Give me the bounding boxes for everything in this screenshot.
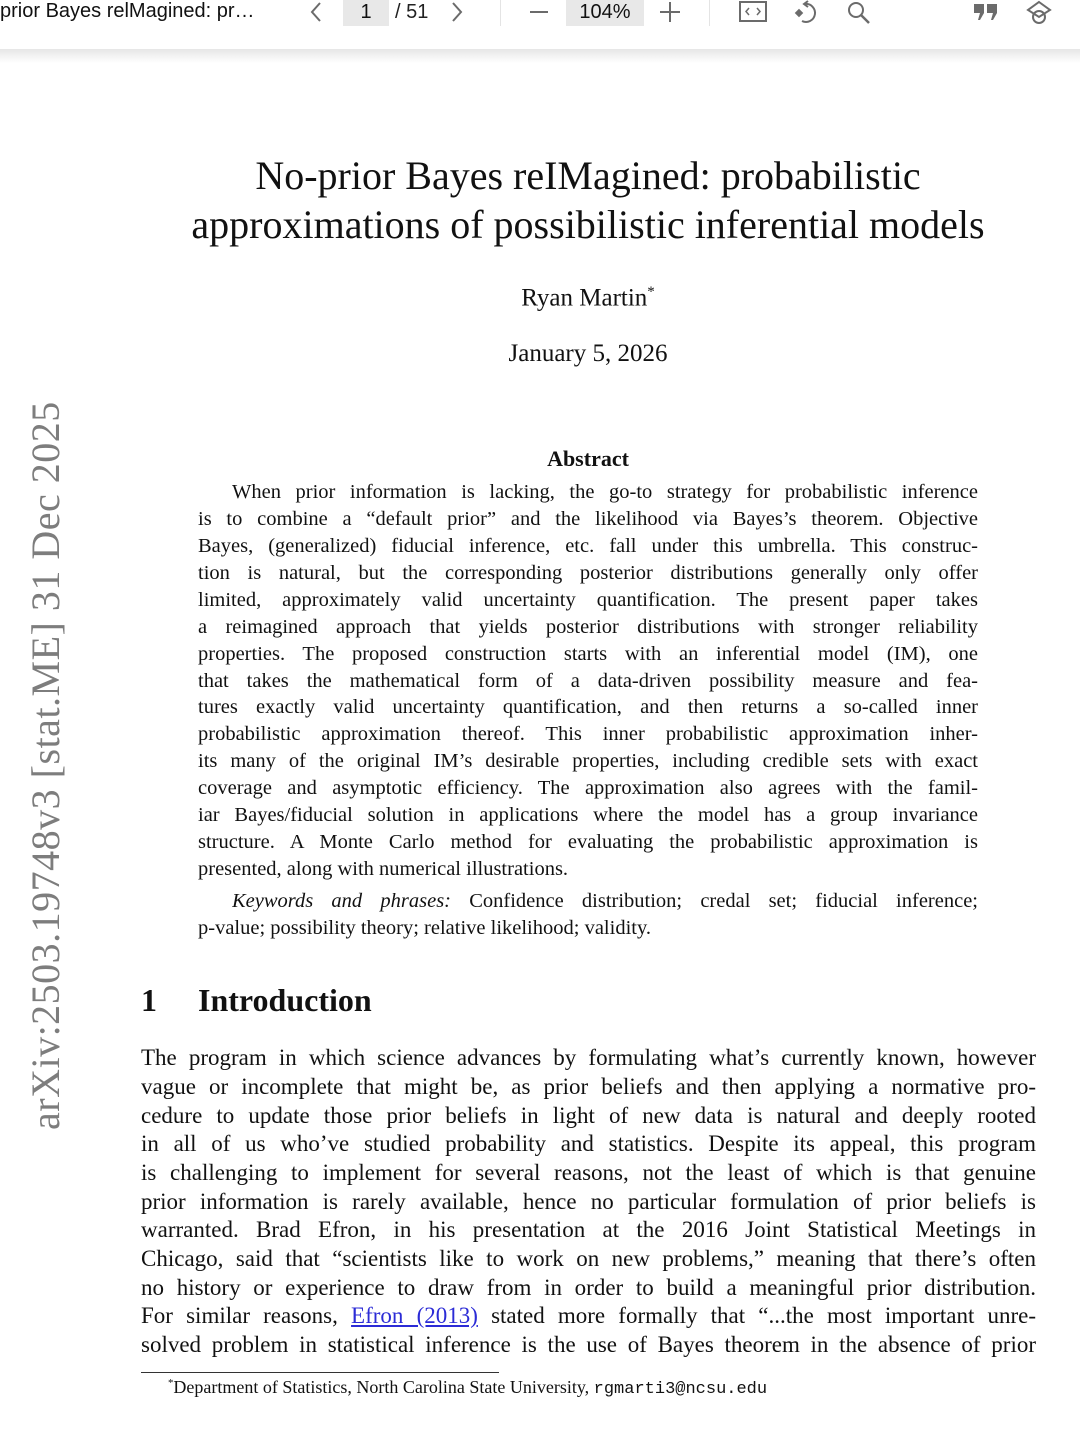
- abstract-line: probabilistic approximation thereof. This inner probabilistic approximation inher-: [198, 723, 978, 745]
- footnote-mark: *: [168, 1377, 174, 1389]
- abstract-line: coverage and asymptotic efficiency. The approximation also agrees with the famil-: [198, 777, 978, 799]
- author: [0, 284, 1080, 312]
- search-button[interactable]: [846, 0, 872, 31]
- section-heading-introduction: [141, 982, 372, 1019]
- intro-line: [141, 1303, 1036, 1333]
- intro-line: in all of us who’ve studied probability and statistics. Despite its appeal, this program: [141, 1131, 1036, 1156]
- extra-tool-button[interactable]: [1025, 0, 1053, 31]
- intro-line: Chicago, said that “scientists like to work on new problems,” meaning that there’s often: [141, 1246, 1036, 1271]
- keywords-text: Confidence distribution; credal set; fiducial inference;: [469, 890, 978, 912]
- intro-text: For similar reasons,: [141, 1303, 338, 1328]
- rotate-icon: [793, 0, 821, 26]
- arxiv-stamp: arXiv:2503.19748v3 [stat.ME] 31 Dec 2025: [23, 401, 68, 1130]
- abstract-line: structure. A Monte Carlo method for evaluating the probabilistic approximation is: [198, 831, 978, 853]
- fit-width-icon: [738, 0, 768, 24]
- abstract-line: Bayes, (generalized) fiducial inference, etc. fall under this umbrella. This construc-: [198, 535, 978, 557]
- abstract-line: tion is natural, but the corresponding posterior distributions generally only offer: [198, 562, 978, 584]
- fit-page-button[interactable]: [738, 0, 768, 29]
- keywords-label: Keywords and phrases:: [232, 890, 451, 912]
- graduation-cap-icon: [1025, 0, 1053, 26]
- zoom-level-field[interactable]: 104%: [566, 0, 644, 26]
- footnote: [168, 1377, 767, 1399]
- page-total: / 51: [395, 1, 429, 23]
- zoom-out-button[interactable]: [527, 0, 551, 29]
- paper-date: January 5, 2026: [508, 340, 668, 367]
- citation-link-efron-2013[interactable]: Efron (2013): [351, 1303, 478, 1328]
- abstract-line: presented, along with numerical illustrations.: [198, 858, 569, 880]
- intro-line: prior information is rarely available, hence no particular formulation of prior beliefs is: [141, 1189, 1036, 1214]
- intro-line: is challenging to implement for several reasons, not the least of which is that genuine: [141, 1160, 1036, 1185]
- paper-title-line-1: No-prior Bayes reIMagined: probabilistic: [255, 153, 921, 198]
- rotate-button[interactable]: [793, 0, 821, 31]
- intro-text: stated more formally that “...the most important unre-: [491, 1303, 1036, 1328]
- toolbar-divider: [709, 0, 710, 26]
- author-footnote-mark[interactable]: *: [647, 284, 655, 300]
- intro-line: no history or experience to draw from in order to build a meaningful prior distribution.: [141, 1275, 1036, 1300]
- abstract-heading: Abstract: [547, 446, 629, 471]
- minus-icon: [527, 0, 551, 24]
- intro-line: warranted. Brad Efron, in his presentation at the 2016 Joint Statistical Meetings in: [141, 1217, 1036, 1242]
- search-icon: [846, 0, 872, 26]
- abstract-line: that takes the mathematical form of a data-driven possibility measure and fea-: [198, 670, 978, 692]
- abstract-line: is to combine a “default prior” and the likelihood via Bayes’s theorem. Objective: [198, 508, 978, 530]
- abstract-line: limited, approximately valid uncertainty quantification. The present paper takes: [198, 589, 978, 611]
- keywords-line: [232, 890, 978, 920]
- document-title: prior Bayes relMagined: pr…: [0, 0, 255, 22]
- abstract-line: a reimagined approach that yields posterior distributions with stronger reliability: [198, 616, 978, 638]
- intro-line: The program in which science advances by formulating what’s currently known, however: [141, 1045, 1036, 1070]
- page-number-input[interactable]: 1: [343, 0, 389, 26]
- footnote-email[interactable]: rgmarti3@ncsu.edu: [593, 1380, 768, 1399]
- intro-line: solved problem in statistical inference is the use of Bayes theorem in the absence of prior: [141, 1332, 1036, 1357]
- chevron-left-icon: [306, 0, 326, 24]
- paper-title-line-2: approximations of possibilistic inferential models: [191, 202, 985, 247]
- keywords-line-2: p-value; possibility theory; relative likelihood; validity.: [198, 917, 652, 939]
- footnote-affiliation: Department of Statistics, North Carolina State University,: [173, 1377, 590, 1397]
- section-number: 1: [141, 982, 157, 1018]
- toolbar-shadow: [0, 49, 1080, 63]
- prev-page-button[interactable]: [306, 0, 326, 29]
- abstract-line: When prior information is lacking, the go-to strategy for probabilistic inference: [232, 481, 978, 503]
- cite-button[interactable]: [972, 0, 1000, 29]
- footnote-rule: [141, 1372, 499, 1373]
- abstract-line: iar Bayes/fiducial solution in applications where the model has a group invariance: [198, 804, 978, 826]
- chevron-right-icon: [447, 0, 467, 24]
- quote-icon: [972, 0, 1000, 24]
- toolbar-divider: [500, 0, 501, 26]
- pdf-toolbar: [0, 0, 1080, 26]
- intro-line: cedure to update those prior beliefs in light of new data is natural and deeply rooted: [141, 1103, 1036, 1128]
- zoom-in-button[interactable]: [658, 0, 682, 29]
- intro-line: vague or incomplete that might be, as prior beliefs and then applying a normative pro-: [141, 1074, 1036, 1099]
- section-title: Introduction: [198, 982, 372, 1018]
- abstract-line: tures exactly valid uncertainty quantification, and then returns a so-called inner: [198, 696, 978, 718]
- plus-icon: [658, 0, 682, 24]
- author-name: Ryan Martin: [521, 284, 648, 312]
- abstract-line: its many of the original IM’s desirable properties, including credible sets with exact: [198, 750, 978, 772]
- abstract-line: properties. The proposed construction starts with an inferential model (IM), one: [198, 643, 978, 665]
- next-page-button[interactable]: [447, 0, 467, 29]
